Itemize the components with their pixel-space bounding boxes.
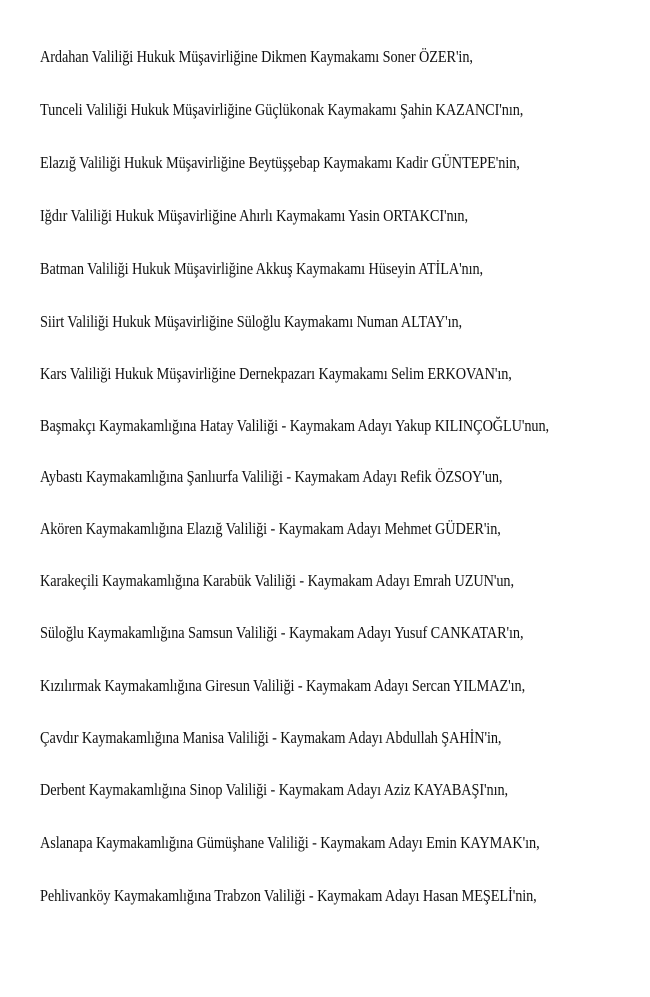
appointment-line: Ardahan Valiliği Hukuk Müşavirliğine Dikmen Kaymakamı Soner ÖZER'in,	[40, 47, 473, 66]
appointment-line: Siirt Valiliği Hukuk Müşavirliğine Süloğlu Kaymakamı Numan ALTAY'ın,	[40, 312, 463, 331]
appointment-line: Pehlivanköy Kaymakamlığına Trabzon Valiliği - Kaymakam Adayı Hasan MEŞELİ'nin,	[40, 886, 537, 905]
appointment-line: Karakeçili Kaymakamlığına Karabük Valiliği - Kaymakam Adayı Emrah UZUN'un,	[40, 571, 514, 590]
appointment-line: Batman Valiliği Hukuk Müşavirliğine Akkuş Kaymakamı Hüseyin ATİLA'nın,	[40, 259, 484, 278]
appointment-line: Elazığ Valiliği Hukuk Müşavirliğine Beytüşşebap Kaymakamı Kadir GÜNTEPE'nin,	[40, 153, 520, 172]
appointment-line: Kars Valiliği Hukuk Müşavirliğine Dernekpazarı Kaymakamı Selim ERKOVAN'ın,	[40, 364, 512, 383]
appointment-line: Iğdır Valiliği Hukuk Müşavirliğine Ahırlı Kaymakamı Yasin ORTAKCI'nın,	[40, 206, 468, 225]
appointment-line: Derbent Kaymakamlığına Sinop Valiliği - Kaymakam Adayı Aziz KAYABAŞI'nın,	[40, 780, 509, 799]
appointment-line: Kızılırmak Kaymakamlığına Giresun Valiliği - Kaymakam Adayı Sercan YILMAZ'ın,	[40, 676, 526, 695]
appointment-line: Aybastı Kaymakamlığına Şanlıurfa Valiliği - Kaymakam Adayı Refik ÖZSOY'un,	[40, 467, 503, 486]
appointment-line: Başmakçı Kaymakamlığına Hatay Valiliği - Kaymakam Adayı Yakup KILINÇOĞLU'nun,	[40, 416, 550, 435]
appointment-line: Aslanapa Kaymakamlığına Gümüşhane Valiliği - Kaymakam Adayı Emin KAYMAK'ın,	[40, 833, 540, 852]
appointment-line: Çavdır Kaymakamlığına Manisa Valiliği - Kaymakam Adayı Abdullah ŞAHİN'in,	[40, 728, 502, 747]
appointment-line: Akören Kaymakamlığına Elazığ Valiliği - Kaymakam Adayı Mehmet GÜDER'in,	[40, 519, 501, 538]
appointment-line: Tunceli Valiliği Hukuk Müşavirliğine Güçlükonak Kaymakamı Şahin KAZANCI'nın,	[40, 100, 524, 119]
appointment-line: Süloğlu Kaymakamlığına Samsun Valiliği - Kaymakam Adayı Yusuf CANKATAR'ın,	[40, 623, 524, 642]
